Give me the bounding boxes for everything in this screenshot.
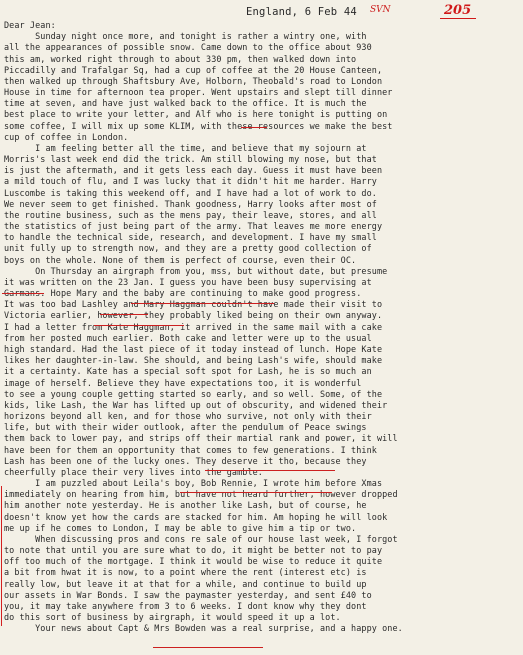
- letter-line: have been for them an opportunity that comes to few generations. I think: [4, 444, 377, 455]
- letter-line: horizons beyond all ken, and for those who survive, not only with their: [4, 411, 372, 422]
- letter-line: doesn't know yet how the cards are stacked for him. Am hoping he will look: [4, 511, 388, 522]
- letter-line: image of herself. Believe they have expectations too, it is wonderful: [4, 377, 362, 388]
- letter-line: When discussing pros and cons re sale of our house last week, I forgot: [4, 533, 398, 544]
- letter-line: really low, but leave it at that for a while, and continue to build up: [4, 578, 367, 589]
- letter-line: high standard. Had the last piece of it today instead of lunch. Hope Kate: [4, 343, 383, 354]
- letter-line: Sunday night once more, and tonight is rather a wintry one, with: [4, 31, 367, 42]
- letter-line: I had a letter from Kate Haggman, it arrived in the same mail with a cake: [4, 321, 383, 332]
- letter-line: a mild touch of flu, and I was lucky that it didn't hit me harder. Harry: [4, 176, 377, 187]
- letter-line: unit fully up to strength now, and they are a pretty good collection of: [4, 243, 372, 254]
- letter-line: immediately on hearing from him, but have not heard further, however dropped: [4, 489, 398, 500]
- underline-however: [100, 314, 148, 315]
- letter-line: the statistics of just being part of the army. That leaves me more energy: [4, 221, 383, 232]
- letter-line: it a certainty. Kate has a special soft spot for Lash, he is so much an: [4, 366, 372, 377]
- letter-line: Lash has been one of the lucky ones. They deserve it tho, because they: [4, 455, 367, 466]
- letter-line: off too much of the mortgage. I think it would be wise to reduce it quite: [4, 556, 383, 567]
- letter-line: do this sort of business by airgraph, it would speed it up a lot.: [4, 612, 341, 623]
- letter-line: House in time for afternoon tea proper. Went upstairs and slept till dinner: [4, 87, 393, 98]
- underline-alf: [241, 127, 267, 128]
- underline-garmans: [2, 293, 44, 294]
- underline-lashley-mary: [131, 303, 274, 304]
- letter-line: cheerfully place their very lives into the gamble.: [4, 466, 263, 477]
- letter-line: We never seem to get finished. Thank goodness, Harry looks after most of: [4, 198, 377, 209]
- letter-line: I am puzzled about Leila's boy, Bob Rennie, I wrote him before Xmas: [4, 478, 383, 489]
- letter-line: to handle the technical side, research, and development. I have my small: [4, 232, 377, 243]
- letter-line: them back to lower pay, and strips off their martial rank and power, it will: [4, 433, 398, 444]
- letter-line: the routine business, such as the mens pay, their leave, stores, and all: [4, 209, 377, 220]
- letter-line: you, it may take anywhere from 3 to 6 weeks. I dont know why they dont: [4, 600, 367, 611]
- handwritten-underline: [440, 18, 476, 19]
- letter-line: this am, worked right through to about 330 pm, then walked down into: [4, 53, 357, 64]
- letter-line: Your news about Capt & Mrs Bowden was a real surprise, and a happy one.: [4, 623, 403, 634]
- underline-kate-haggman: [94, 325, 184, 326]
- letter-line: I am feeling better all the time, and believe that my sojourn at: [4, 142, 367, 153]
- letter-line: On Thursday an airgraph from you, mss, but without date, but presume: [4, 265, 388, 276]
- letter-line: it was written on the 23 Jan. I guess you have been busy supervising at: [4, 276, 372, 287]
- letter-line: a bit from hwat it is now, to a point where the rent (interest etc) is: [4, 567, 367, 578]
- letter-line: is just the aftermath, and it gets less each day. Guess it must have been: [4, 165, 383, 176]
- letter-line: to note that until you are sure what to do, it might be better not to pay: [4, 545, 383, 556]
- letter-line: cup of coffee in London.: [4, 131, 129, 142]
- letter-line: likes her daughter-in-law. She should, and being Lash's wife, should make: [4, 355, 383, 366]
- letter-line: our assets in War Bonds. I saw the paymaster yesterday, and sent £40 to: [4, 589, 372, 600]
- letter-line: him another note yesterday. He is another like Lash, but of course, he: [4, 500, 367, 511]
- letter-line: me up if he comes to London, I may be able to give him a tip or two.: [4, 522, 357, 533]
- letter-line: Piccadilly and Trafalgar Sq, had a cup of coffee at the 20 House Canteen,: [4, 64, 383, 75]
- letter-body: [4, 20, 522, 634]
- letter-line: Victoria earlier, however, they probably liked being on their own anyway.: [4, 310, 383, 321]
- handwritten-initials: SVN: [370, 5, 391, 15]
- letter-line: from her posted much earlier. Both cake and letter were up to the usual: [4, 332, 372, 343]
- letter-line: best place to write your letter, and Alf who is here tonight is putting on: [4, 109, 388, 120]
- letter-line: all the appearances of possible snow. Came down to the office about 930: [4, 42, 372, 53]
- handwritten-page-number: 205: [444, 3, 472, 18]
- letter-line: some coffee, I will mix up some KLIM, with these resources we make the best: [4, 120, 393, 131]
- letter-line: then walked up through Shaftsbury Ave, Holborn, Theobald's road to London: [4, 75, 383, 86]
- place-date: England, 6 Feb 44: [246, 6, 357, 18]
- letter-line: time at seven, and have just walked back to the office. It is much the: [4, 98, 367, 109]
- letter-line: boys on the whole. None of them is perfect of course, even their OC.: [4, 254, 357, 265]
- letter-line: Dear Jean:: [4, 20, 56, 30]
- letter-line: life, but with their wider outlook, after the pendulum of Peace swings: [4, 422, 367, 433]
- underline-bowden: [153, 647, 263, 648]
- letter-line: Morris's last week end did the trick. Am still blowing my nose, but that: [4, 154, 377, 165]
- underline-leila-bob: [180, 492, 332, 493]
- letter-line: Luscombe is taking this weekend off, and I have had a lot of work to do.: [4, 187, 377, 198]
- letter-line: It was too bad Lashley and Mary Haggman couldn't have made their visit to: [4, 299, 383, 310]
- letter-line: kids, like Lash, the War has lifted up out of obscurity, and widened their: [4, 399, 388, 410]
- letter-line: Garmans. Hope Mary and the baby are continuing to make good progress.: [4, 288, 362, 299]
- margin-bracket: [1, 486, 2, 626]
- underline-gamble: [205, 470, 335, 471]
- letter-line: to see a young couple getting started so early, and so well. Some, of the: [4, 388, 383, 399]
